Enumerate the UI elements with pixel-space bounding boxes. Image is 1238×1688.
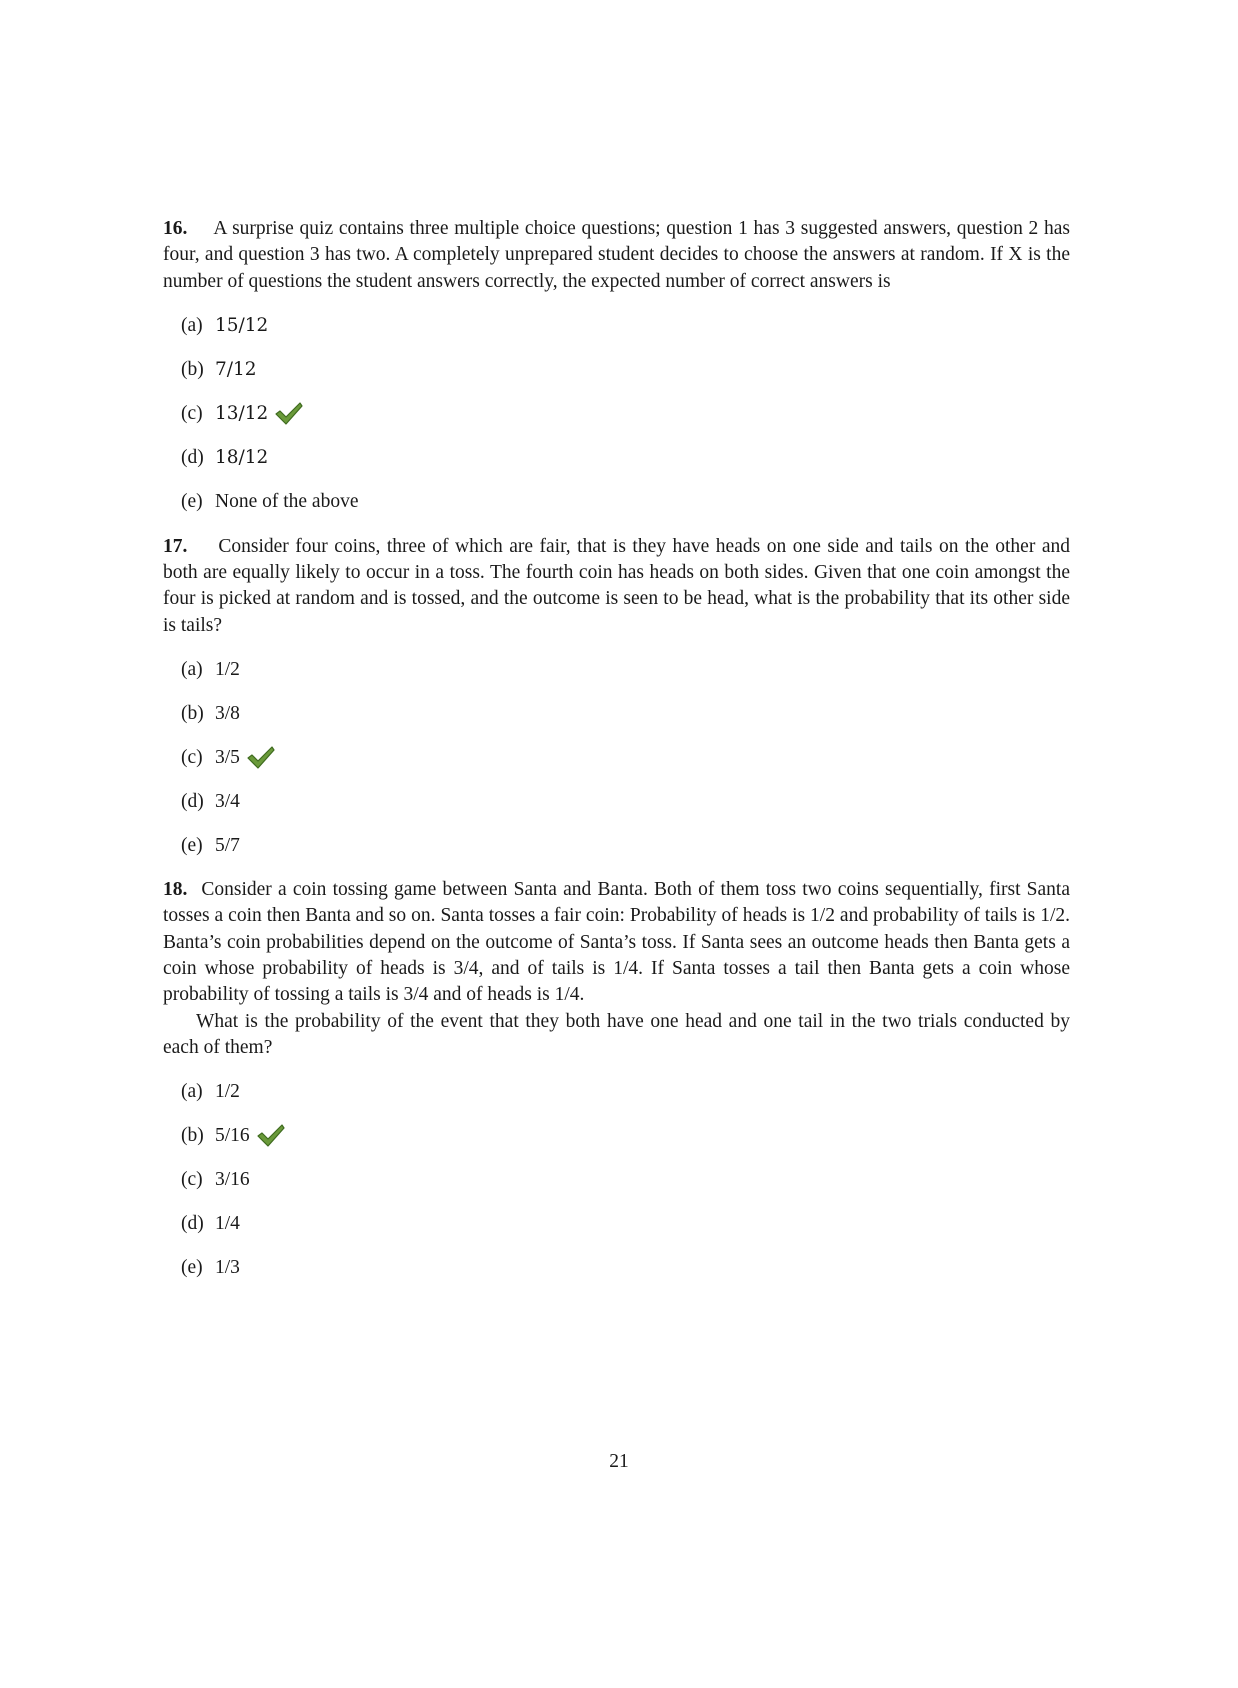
option-text: 5/16 xyxy=(215,1125,250,1147)
option-c xyxy=(181,1167,1070,1193)
question-text: Consider four coins, three of which are fair, that is they have heads on one side and tails on the other and both are equally likely to occur in a toss. The fourth coin has heads on both sides. Given that one coin amongst the four is picked at random and is tossed, and the outcome is seen to be head, what is the probability that its other side is tails? xyxy=(163,535,1070,636)
option-d xyxy=(181,445,1070,471)
page-content xyxy=(163,216,1070,1298)
option-text: 3/8 xyxy=(215,703,240,725)
option-text: 1/2 xyxy=(215,1081,240,1103)
question-number: 18. xyxy=(163,879,188,901)
option-letter: (b) xyxy=(181,703,204,725)
option-letter: (d) xyxy=(181,446,204,468)
option-e xyxy=(181,489,1070,515)
option-letter: (b) xyxy=(181,1125,204,1147)
option-text: 5/7 xyxy=(215,835,240,857)
option-a xyxy=(181,313,1070,339)
option-b xyxy=(181,357,1070,383)
option-d xyxy=(181,1211,1070,1237)
page-number: 21 xyxy=(609,1451,629,1472)
question-18 xyxy=(163,877,1070,1281)
option-a xyxy=(181,657,1070,683)
option-letter: (b) xyxy=(181,358,204,380)
question-number: 16. xyxy=(163,218,188,239)
option-letter: (e) xyxy=(181,835,203,857)
question-17-stem xyxy=(163,534,1070,639)
options-list xyxy=(163,1079,1070,1281)
option-d xyxy=(181,789,1070,815)
checkmark-icon xyxy=(247,746,275,770)
question-text: A surprise quiz contains three multiple choice questions; question 1 has 3 suggested answers, question 2 has four, and question 3 has two. A completely unprepared student decides to choose the answers at random. If X is the number of questions the student answers correctly, the expected number of correct answers is xyxy=(163,218,1070,292)
options-list xyxy=(163,313,1070,515)
option-text: 7/12 xyxy=(215,358,257,380)
option-b xyxy=(181,1123,1070,1149)
checkmark-icon xyxy=(257,1124,285,1148)
option-text: None of the above xyxy=(215,490,359,512)
option-text: 3/5 xyxy=(215,747,240,769)
question-18-prompt: What is the probability of the event that they both have one head and one tail in the two trials conducted by each of them? xyxy=(163,1010,1070,1058)
option-text: 18/12 xyxy=(215,446,269,468)
option-letter: (d) xyxy=(181,1213,204,1235)
option-letter: (e) xyxy=(181,1257,203,1279)
option-c xyxy=(181,745,1070,771)
option-letter: (a) xyxy=(181,1081,203,1103)
option-letter: (d) xyxy=(181,791,204,813)
option-text: 1/3 xyxy=(215,1257,240,1279)
question-18-stem xyxy=(163,877,1070,1008)
option-e xyxy=(181,1255,1070,1281)
option-text: 3/16 xyxy=(215,1169,250,1191)
option-text: 3/4 xyxy=(215,791,240,813)
question-16 xyxy=(163,216,1070,515)
option-text: 13/12 xyxy=(215,402,269,424)
option-b xyxy=(181,701,1070,727)
option-a xyxy=(181,1079,1070,1105)
option-letter: (e) xyxy=(181,490,203,512)
question-16-stem xyxy=(163,216,1070,295)
option-letter: (c) xyxy=(181,747,203,769)
question-number: 17. xyxy=(163,535,188,557)
option-letter: (c) xyxy=(181,1169,203,1191)
question-17 xyxy=(163,534,1070,859)
option-e xyxy=(181,833,1070,859)
option-text: 15/12 xyxy=(215,314,269,336)
option-letter: (a) xyxy=(181,314,203,336)
option-text: 1/2 xyxy=(215,659,240,681)
option-text: 1/4 xyxy=(215,1213,240,1235)
option-letter: (a) xyxy=(181,659,203,681)
checkmark-icon xyxy=(275,402,303,426)
question-text: Consider a coin tossing game between Santa and Banta. Both of them toss two coins sequentially, first Santa tosses a coin then Banta and so on. Santa tosses a fair coin: Probability of heads is 1/2 and probability of tails is 1/2. Banta’s coin probabilities depend on the outcome of Santa’s toss. If Santa sees an outcome heads then Banta gets a coin whose probability of heads is 3/4, and of tails is 1/4. If Santa tosses a tail then Banta gets a coin whose probability of tossing a tails is 3/4 and of heads is 1/4. xyxy=(163,879,1070,1006)
option-c xyxy=(181,401,1070,427)
options-list xyxy=(163,657,1070,859)
option-letter: (c) xyxy=(181,402,203,424)
